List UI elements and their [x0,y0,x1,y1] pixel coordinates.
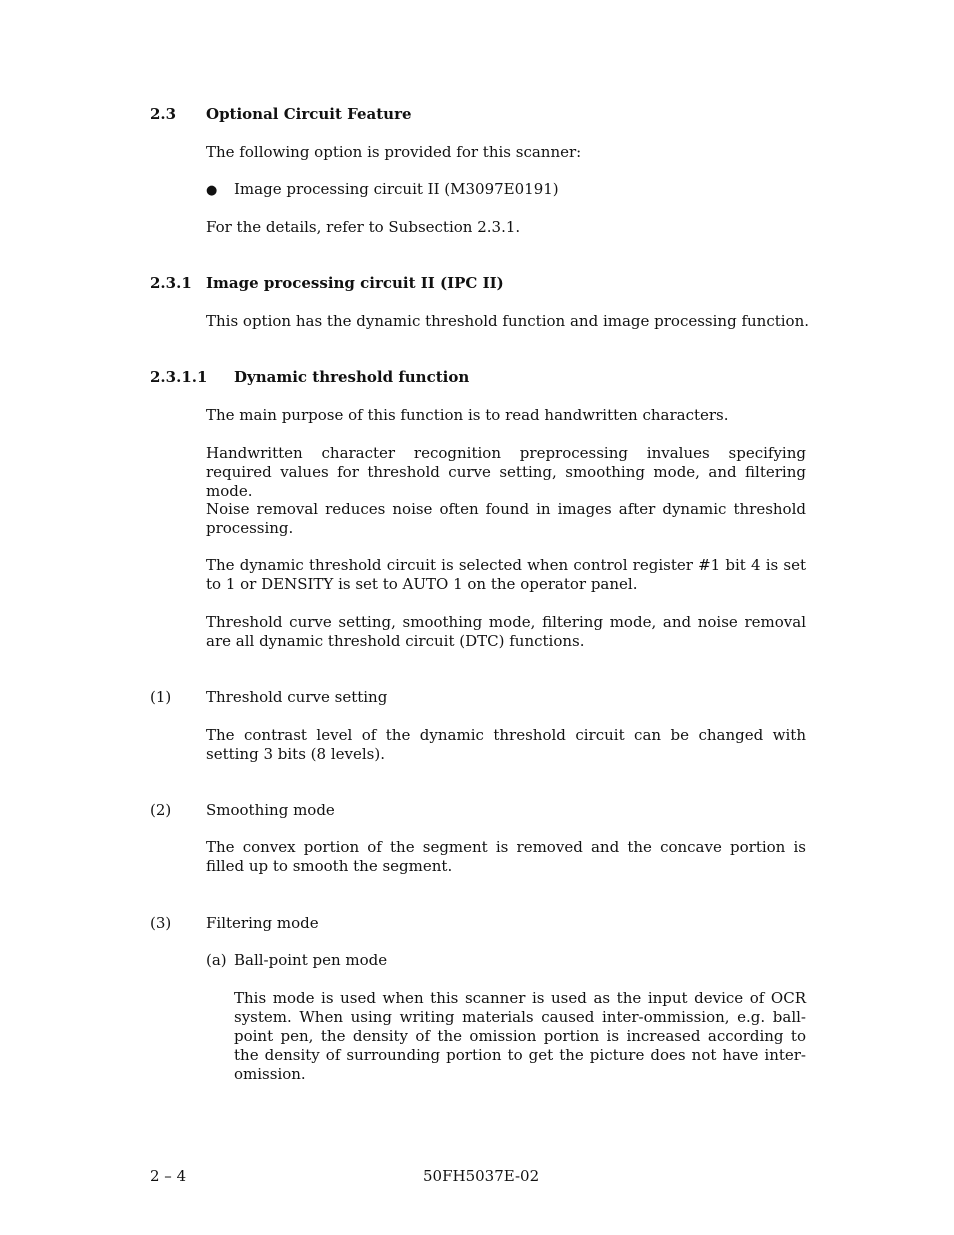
bullet-item-ipc: Image processing circuit II (M3097E0191) [234,180,559,198]
dtc-paragraph-noise: Noise removal reduces noise often found in images after dynamic threshold processing. [206,500,806,537]
item-2-number: (2) [150,801,172,819]
item-3-title: Filtering mode [206,914,319,932]
section-2-3-intro: The following option is provided for this scanner: [206,143,582,161]
item-1-title: Threshold curve setting [206,688,388,706]
footer-page-number: 2 – 4 [150,1167,187,1185]
section-2-3-1-title: Image processing circuit II (IPC II) [206,274,504,292]
section-2-3-1-number: 2.3.1 [150,274,192,292]
item-2-title: Smoothing mode [206,801,335,819]
dtc-paragraph-functions: Threshold curve setting, smoothing mode, filtering mode, and noise removal are all dynamic threshold circuit (DTC) functions. [206,613,806,650]
section-2-3-number: 2.3 [150,105,177,123]
section-2-3-reference: For the details, refer to Subsection 2.3.1. [206,218,521,236]
item-1-body: The contrast level of the dynamic threshold circuit can be changed with setting 3 bits (8 levels). [206,726,806,763]
section-2-3-1-1-title: Dynamic threshold function [234,368,470,386]
section-2-3-1-body: This option has the dynamic threshold function and image processing function. [206,312,810,330]
item-3-sub-label: (a) [206,951,227,969]
item-1-number: (1) [150,688,172,706]
dtc-paragraph-purpose: The main purpose of this function is to read handwritten characters. [206,406,729,424]
footer-document-number: 50FH5037E-02 [423,1167,540,1185]
section-2-3-title: Optional Circuit Feature [206,105,412,123]
bullet-dot-icon: ● [206,183,218,198]
dtc-paragraph-preprocessing: Handwritten character recognition preprocessing invalues specifying required values for threshold curve setting, smoothing mode, and filtering mode. [206,444,806,500]
item-3-number: (3) [150,914,172,932]
item-3-sub-body: This mode is used when this scanner is used as the input device of OCR system. When using writing materials caused inter-ommission, e.g. ball-point pen, the density of the omission portion is increased according to the density of surrounding portion to get the picture does not have inter-omission. [234,989,806,1083]
item-2-body: The convex portion of the segment is removed and the concave portion is filled up to smooth the segment. [206,838,806,875]
dtc-paragraph-selection: The dynamic threshold circuit is selected when control register #1 bit 4 is set to 1 or DENSITY is set to AUTO 1 on the operator panel. [206,556,806,593]
item-3-sub-title: Ball-point pen mode [234,951,388,969]
section-2-3-1-1-number: 2.3.1.1 [150,368,208,386]
